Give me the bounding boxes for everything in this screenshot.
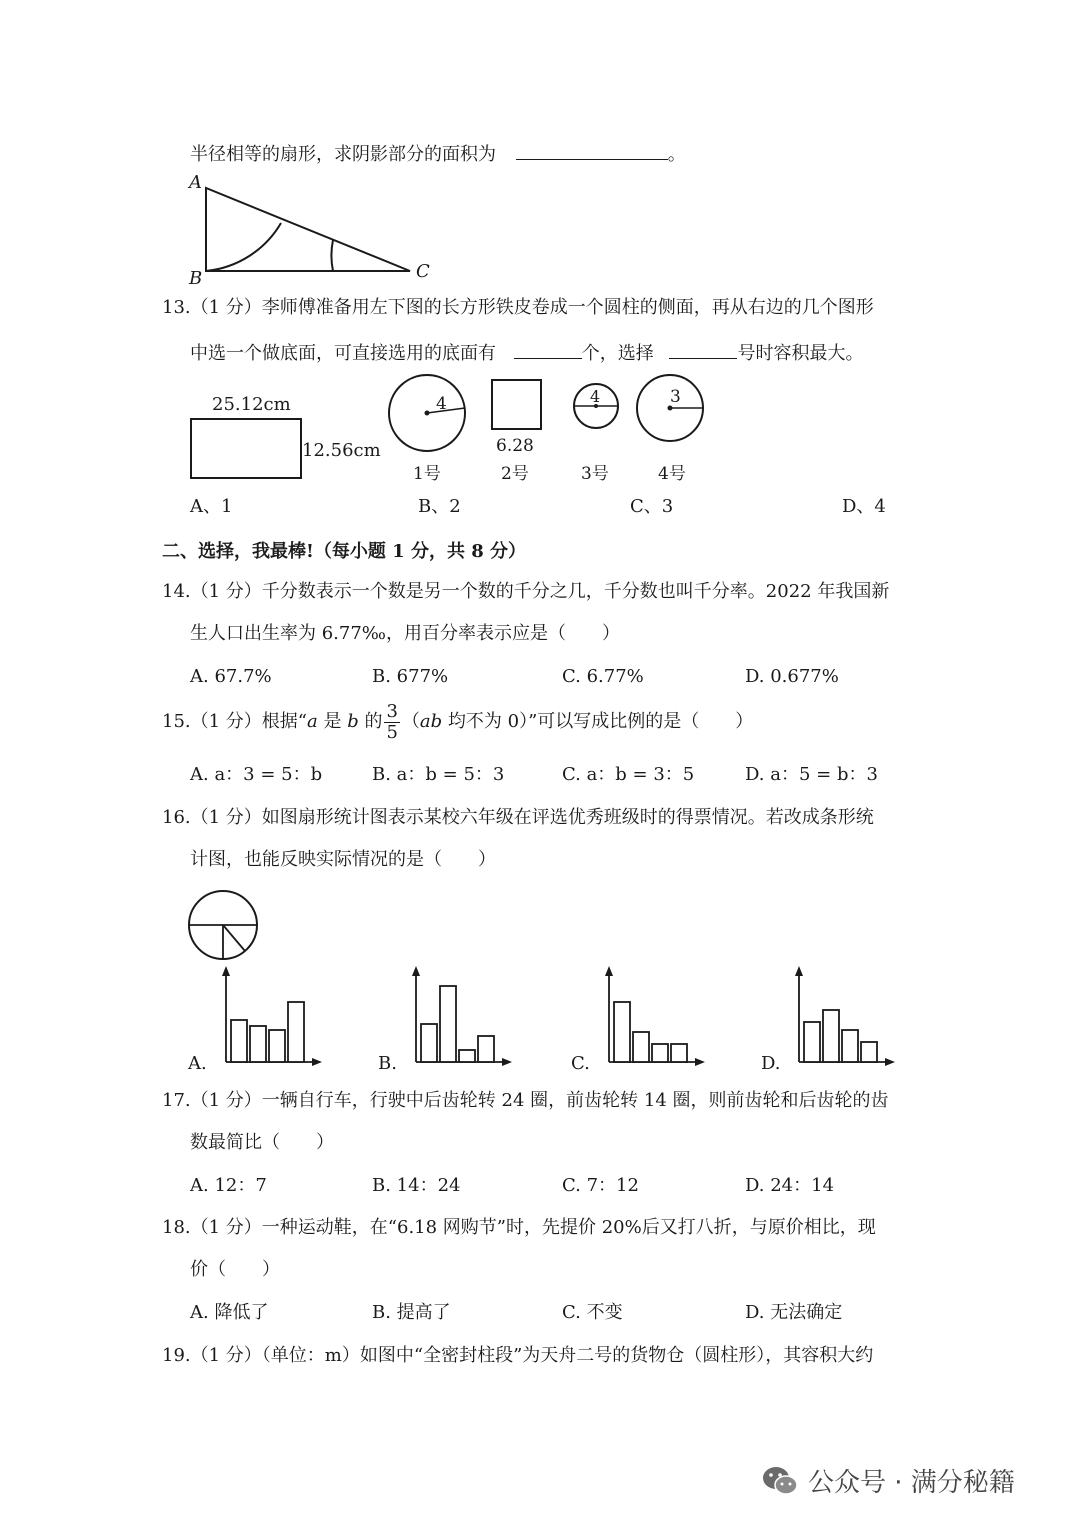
q18-option-a[interactable]: A. 降低了 <box>190 1302 269 1323</box>
q14-line2: 生人口出生率为 6.77‰，用百分率表示应是（ ） <box>190 623 620 644</box>
q15-option-c[interactable]: C. a：b = 3：5 <box>562 764 695 785</box>
bar-chart-option-label: C. <box>571 1053 590 1074</box>
q18-line2: 价（ ） <box>190 1259 280 1280</box>
pie-chart <box>186 888 262 964</box>
q18-option-c[interactable]: C. 不变 <box>562 1302 623 1323</box>
x-axis-arrow <box>502 1058 512 1066</box>
circle-1-caption: 1号 <box>413 464 441 484</box>
bar-chart-option-d[interactable] <box>761 966 895 1074</box>
q12-answer-blank[interactable] <box>516 141 668 160</box>
circle-3-caption: 3号 <box>581 464 609 484</box>
rect-width-label: 25.12cm <box>212 394 291 415</box>
pie-sector-divider <box>223 925 245 951</box>
square-2-value: 6.28 <box>496 436 534 456</box>
bar <box>804 1022 820 1062</box>
q17-option-d[interactable]: D. 24：14 <box>745 1175 835 1196</box>
square-2-caption: 2号 <box>501 464 529 484</box>
bar <box>231 1020 247 1062</box>
q12-triangle-figure <box>180 168 440 288</box>
bar <box>842 1030 858 1062</box>
label-c: C <box>416 261 430 282</box>
q13-option-d[interactable]: D、4 <box>842 496 886 517</box>
bar-chart-options <box>180 962 900 1077</box>
q14-option-c[interactable]: C. 6.77% <box>562 666 644 687</box>
bar-chart-option-c[interactable] <box>571 966 705 1074</box>
y-axis-arrow <box>222 966 230 976</box>
bar-chart-option-label: B. <box>378 1053 397 1074</box>
q14-option-b[interactable]: B. 677% <box>372 666 449 687</box>
q17-option-a[interactable]: A. 12：7 <box>190 1175 267 1196</box>
q14-option-d[interactable]: D. 0.677% <box>745 666 839 687</box>
sector-arc-b <box>206 223 281 271</box>
q13-base-shapes <box>380 368 720 488</box>
q13-line2: 中选一个做底面，可直接选用的底面有 个，选择 号时容积最大。 <box>190 340 863 366</box>
q13-line1: 13.（1 分）李师傅准备用左下图的长方形铁皮卷成一个圆柱的侧面，再从右边的几个图形 <box>162 297 874 318</box>
circle-3-value: 4 <box>590 387 601 406</box>
q14-option-a[interactable]: A. 67.7% <box>190 666 272 687</box>
q16-line1: 16.（1 分）如图扇形统计图表示某校六年级在评选优秀班级时的得票情况。若改成条形统 <box>162 807 874 828</box>
q17-line2: 数最简比（ ） <box>190 1132 334 1153</box>
bar <box>288 1002 304 1062</box>
x-axis-arrow <box>885 1058 895 1066</box>
label-b: B <box>189 268 203 288</box>
iron-sheet-rectangle <box>190 418 302 479</box>
q18-option-b[interactable]: B. 提高了 <box>372 1302 451 1323</box>
sector-arc-c <box>331 240 333 271</box>
bar <box>269 1030 285 1062</box>
q16-line2: 计图，也能反映实际情况的是（ ） <box>190 849 496 870</box>
bar <box>421 1024 437 1062</box>
circle-1-value: 4 <box>436 394 447 414</box>
q18-option-d[interactable]: D. 无法确定 <box>745 1302 843 1323</box>
bar <box>614 1002 630 1062</box>
q17-option-b[interactable]: B. 14：24 <box>372 1175 461 1196</box>
bar <box>652 1044 668 1062</box>
y-axis-arrow <box>795 966 803 976</box>
bar-chart-option-a[interactable] <box>187 966 322 1074</box>
q15-option-a[interactable]: A. a：3 = 5：b <box>190 764 323 785</box>
q13-option-c[interactable]: C、3 <box>630 496 674 517</box>
q15-option-d[interactable]: D. a：5 = b：3 <box>745 764 878 785</box>
bar <box>823 1010 839 1062</box>
bar <box>459 1050 475 1062</box>
watermark-text: 公众号 · 满分秘籍 <box>808 1468 1015 1498</box>
triangle-abc <box>206 188 410 271</box>
rect-height-label: 12.56cm <box>302 440 381 461</box>
x-axis-arrow <box>312 1058 322 1066</box>
q19-line1: 19.（1 分）（单位：m）如图中“全密封柱段”为天舟二号的货物仓（圆柱形），其容积大约 <box>162 1345 874 1366</box>
q13-blank-count[interactable] <box>514 340 582 359</box>
q12-text: 半径相等的扇形，求阴影部分的面积为 。 <box>190 141 686 167</box>
wechat-icon <box>760 1464 800 1498</box>
y-axis-arrow <box>605 966 613 976</box>
bar-chart-option-label: D. <box>761 1053 781 1074</box>
q15-option-b[interactable]: B. a：b = 5：3 <box>372 764 505 785</box>
y-axis-arrow <box>412 966 420 976</box>
square-2 <box>492 380 541 429</box>
q15-stem: 15.（1 分）根据“a 是 b 的 $\frac{3}{5}$ （ab 均不为 0）”可以写成比例的是（ ） <box>162 700 754 743</box>
bar <box>250 1026 266 1062</box>
bar-chart-option-b[interactable] <box>378 966 512 1074</box>
bar-chart-option-label: A. <box>188 1053 207 1074</box>
bar <box>861 1042 877 1062</box>
q13-option-b[interactable]: B、2 <box>418 496 461 517</box>
q14-line1: 14.（1 分）千分数表示一个数是另一个数的千分之几，千分数也叫千分率。2022 年我国新 <box>162 581 890 602</box>
q13-blank-number[interactable] <box>669 340 737 359</box>
section-title: 二、选择，我最棒!（每小题 1 分，共 8 分） <box>162 541 527 562</box>
watermark <box>760 1462 1015 1499</box>
bar <box>671 1044 687 1062</box>
circle-4-value: 3 <box>670 387 681 407</box>
q17-option-c[interactable]: C. 7：12 <box>562 1175 639 1196</box>
q18-line1: 18.（1 分）一种运动鞋，在“6.18 网购节”时，先提价 20%后又打八折，与原价相比，现 <box>162 1217 876 1238</box>
bar <box>633 1032 649 1062</box>
fraction-three-fifths: $\frac{3}{5}$ <box>386 700 398 743</box>
q17-line1: 17.（1 分）一辆自行车，行驶中后齿轮转 24 圈，前齿轮转 14 圈，则前齿轮和后齿轮的齿 <box>162 1090 889 1111</box>
bar <box>440 986 456 1062</box>
x-axis-arrow <box>695 1058 705 1066</box>
circle-4-caption: 4号 <box>658 464 686 484</box>
q13-option-a[interactable]: A、1 <box>190 496 233 517</box>
label-a: A <box>189 172 202 193</box>
bar <box>478 1036 494 1062</box>
